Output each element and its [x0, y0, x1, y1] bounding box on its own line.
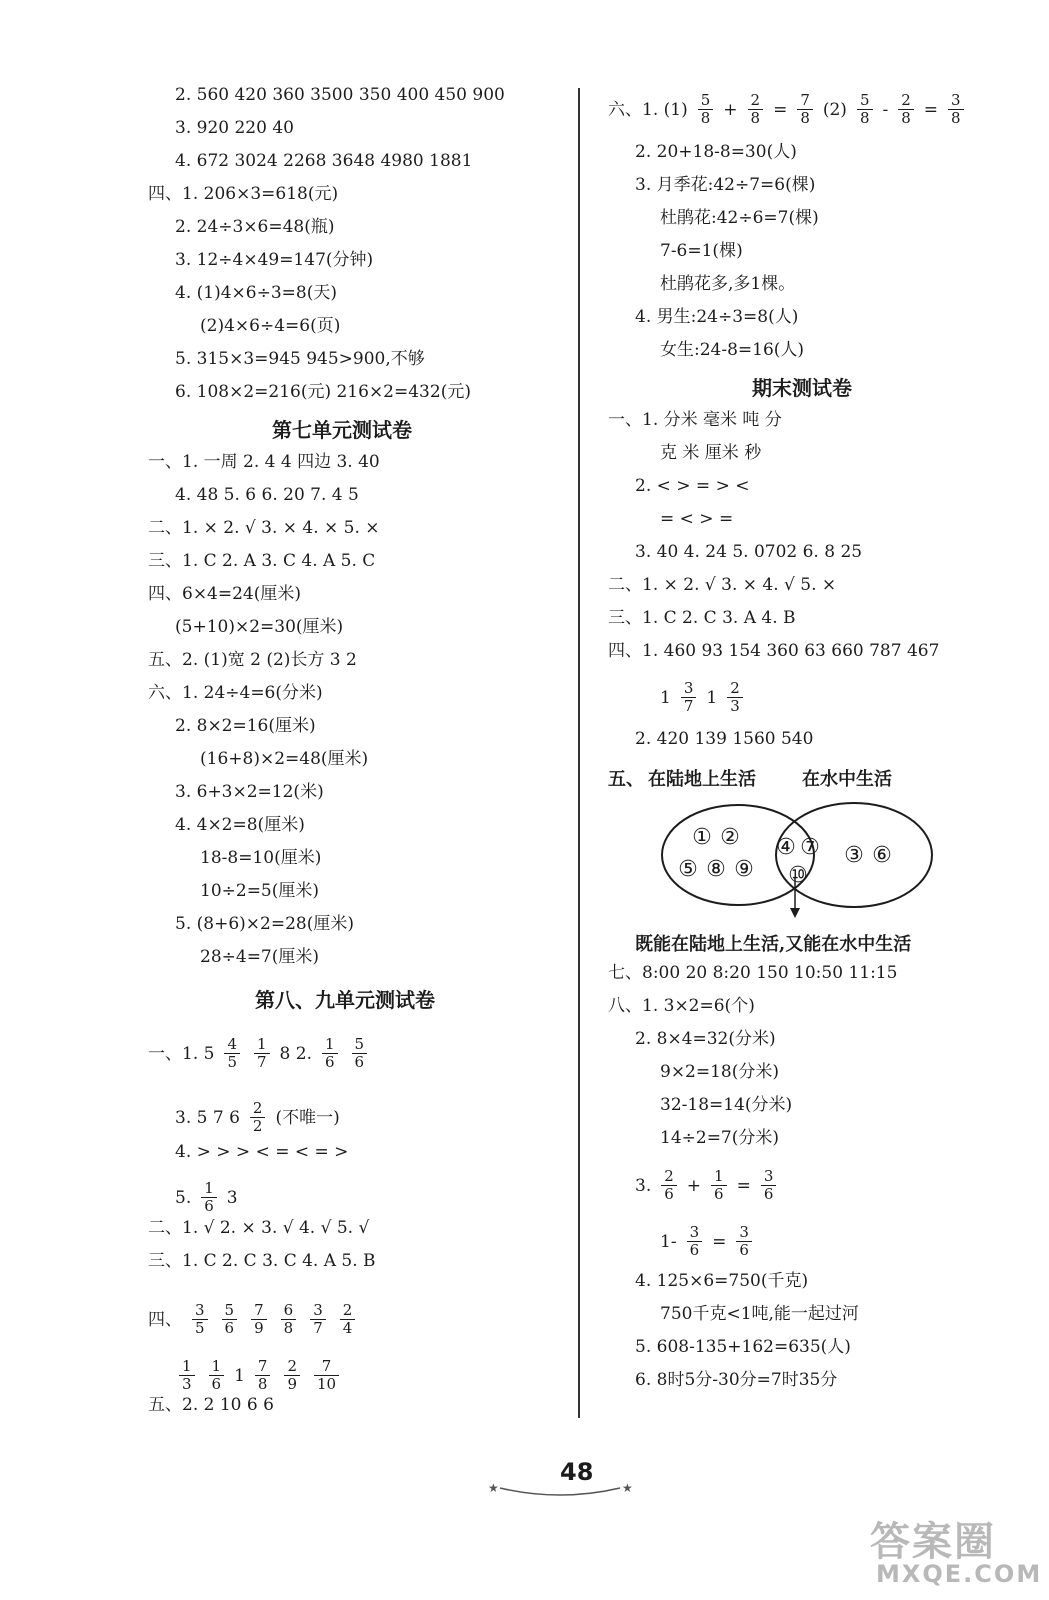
left-answer-line: 3. 6+3×2=12(米)	[175, 782, 324, 802]
text-segment: 一、1. 5	[148, 1043, 215, 1064]
left-answer-line: 6. 108×2=216(元) 216×2=432(元)	[175, 382, 471, 402]
fraction-numerator: 1	[714, 1167, 724, 1185]
left-answer-line: 三、1. C 2. C 3. C 4. A 5. B	[148, 1251, 376, 1271]
venn-prefix: 五、	[608, 769, 644, 790]
fraction	[340, 1302, 356, 1337]
fraction-denominator: 10	[314, 1375, 339, 1393]
right-answer-line: = < > =	[660, 509, 734, 529]
fraction-numerator: 1	[257, 1035, 267, 1053]
fraction	[736, 1224, 752, 1259]
left-answer-line: 二、1. × 2. √ 3. × 4. × 5. ×	[148, 518, 380, 538]
venn-land-items	[678, 825, 754, 882]
fraction	[281, 1302, 297, 1337]
venn-item: ⑤	[678, 857, 698, 882]
text-segment: =	[736, 1175, 751, 1196]
fraction	[209, 1358, 225, 1393]
left-answer-line: 3. 920 220 40	[175, 118, 294, 138]
left-answer-line: 一、1. 一周 2. 4 4 四边 3. 40	[148, 452, 380, 472]
svg-text:★: ★	[622, 1481, 633, 1495]
left-answer-line: 2. 560 420 360 3500 350 400 450 900	[175, 85, 505, 105]
fraction-denominator: 6	[322, 1053, 338, 1071]
fraction-numerator: 3	[683, 679, 694, 697]
fraction-denominator: 6	[352, 1053, 368, 1071]
fraction	[761, 1168, 777, 1203]
right-answer-line: 杜鹃花多,多1棵。	[660, 274, 796, 294]
left-answer-line: 28÷4=7(厘米)	[200, 947, 320, 967]
watermark-line2: MXQE.COM	[876, 1560, 1043, 1588]
fraction	[948, 92, 964, 127]
fraction-numerator: 3	[313, 1301, 323, 1319]
fraction-numerator: 5	[354, 1035, 365, 1053]
text-segment: (2)	[822, 99, 847, 120]
fraction	[314, 1358, 339, 1393]
text-segment: =	[923, 99, 939, 120]
text-segment: 1-	[660, 1231, 677, 1252]
right-answer-line: 二、1. × 2. √ 3. × 4. √ 5. ×	[608, 575, 837, 595]
venn-item: ⑥	[872, 843, 892, 868]
right-answer-line: 9×2=18(分米)	[660, 1062, 780, 1082]
fraction-numerator: 2	[287, 1357, 298, 1375]
fraction	[255, 1358, 271, 1393]
text-segment: =	[712, 1231, 727, 1252]
left-answer-line: 四、6×4=24(厘米)	[148, 584, 302, 604]
fraction-denominator: 7	[310, 1319, 326, 1337]
right-answer-line: 2. 420 139 1560 540	[635, 729, 814, 749]
right-answer-line: 750千克<1吨,能一起过河	[660, 1304, 859, 1324]
fraction-numerator: 3	[195, 1301, 205, 1319]
text-segment: 3. 5 7 6	[175, 1107, 240, 1128]
fraction-numerator: 3	[739, 1223, 749, 1241]
fraction-denominator: 8	[898, 109, 914, 127]
left-answer-line: 三、1. C 2. A 3. C 4. A 5. C	[148, 551, 376, 571]
venn-caption: 既能在陆地上生活,又能在水中生活	[635, 934, 912, 955]
right-answer-line: 克 米 厘米 秒	[660, 443, 762, 463]
text-segment: 1	[234, 1365, 245, 1386]
fraction-denominator: 9	[284, 1375, 300, 1393]
fraction-numerator: 2	[901, 91, 911, 109]
right-answer-line: 2. < > = > <	[635, 476, 750, 496]
fraction-denominator: 6	[201, 1197, 217, 1215]
text-segment: 3	[226, 1187, 238, 1208]
fraction-denominator: 8	[255, 1375, 271, 1393]
fraction-denominator: 6	[209, 1375, 225, 1393]
venn-arrow-head	[790, 908, 800, 918]
fraction	[698, 92, 714, 127]
fraction-denominator: 6	[661, 1185, 677, 1203]
fraction-numerator: 2	[342, 1301, 353, 1319]
right-answer-line: 杜鹃花:42÷6=7(棵)	[660, 208, 819, 228]
left-answer-line: (2)4×6÷4=6(页)	[200, 316, 341, 336]
left-fraction-line	[175, 1140, 354, 1163]
venn-label-water: 在水中生活	[802, 769, 892, 790]
fraction-denominator: 2	[250, 1117, 266, 1135]
footer-ornament	[480, 1478, 640, 1502]
fraction-denominator: 5	[224, 1053, 240, 1071]
watermark-line1: 答案圈	[870, 1519, 996, 1565]
fraction	[352, 1036, 368, 1071]
right-answer-line: 6. 8时5分-30分=7时35分	[635, 1370, 838, 1390]
fraction	[201, 1180, 217, 1215]
fraction	[222, 1302, 238, 1337]
fraction-denominator: 8	[281, 1319, 297, 1337]
text-segment: +	[686, 1175, 702, 1196]
fraction-numerator: 5	[700, 91, 711, 109]
right-answer-line: 3. 月季花:42÷7=6(棵)	[635, 175, 816, 195]
fraction	[681, 680, 697, 715]
fraction-denominator: 8	[857, 109, 873, 127]
left-fraction-line	[148, 1302, 365, 1337]
fraction-numerator: 1	[325, 1035, 335, 1053]
text-segment: =	[773, 99, 788, 120]
left-answer-line: 五、2. (1)宽 2 (2)长方 3 2	[148, 650, 357, 670]
right-answer-line: 14÷2=7(分米)	[660, 1128, 780, 1148]
venn-item: ⑧	[706, 857, 726, 882]
text-segment: 8 2.	[279, 1043, 312, 1064]
text-segment: +	[723, 99, 738, 120]
left-answer-line: 4. 48 5. 6 6. 20 7. 4 5	[175, 485, 359, 505]
fraction-numerator: 2	[252, 1099, 263, 1117]
fraction-denominator: 6	[687, 1241, 703, 1259]
fraction-numerator: 1	[211, 1357, 222, 1375]
left-fraction-line	[148, 1036, 377, 1071]
left-answer-line: 六、1. 24÷4=6(分米)	[148, 683, 323, 703]
venn-water-items	[844, 843, 892, 868]
right-answer-line: 2. 8×4=32(分米)	[635, 1029, 776, 1049]
right-fraction-line	[635, 1168, 786, 1203]
right-answer-line: 2. 20+18-8=30(人)	[635, 142, 797, 162]
fraction	[727, 680, 743, 715]
fraction-denominator: 6	[222, 1319, 238, 1337]
right-answer-line: 女生:24-8=16(人)	[660, 340, 805, 360]
venn-item: ⑩	[788, 863, 808, 888]
fraction-numerator: 4	[227, 1035, 237, 1053]
right-answer-line: 八、1. 3×2=6(个)	[608, 996, 755, 1016]
right-fraction-line	[608, 92, 974, 127]
left-fraction-line	[175, 1358, 349, 1393]
right-answer-line: 5. 608-135+162=635(人)	[635, 1337, 851, 1357]
venn-item: ①	[692, 825, 712, 850]
fraction-denominator: 6	[736, 1241, 752, 1259]
fraction-denominator: 8	[748, 109, 764, 127]
fraction	[857, 92, 873, 127]
fraction-numerator: 3	[763, 1167, 774, 1185]
right-answer-line: 四、1. 460 93 154 360 63 660 787 467	[608, 641, 940, 661]
right-answer-line: 七、8:00 20 8:20 150 10:50 11:15	[608, 963, 898, 983]
fraction-numerator: 1	[204, 1179, 214, 1197]
fraction-numerator: 5	[224, 1301, 235, 1319]
fraction-numerator: 5	[859, 91, 870, 109]
fraction-numerator: 3	[689, 1223, 700, 1241]
fraction-denominator: 6	[711, 1185, 727, 1203]
left-answer-line: (16+8)×2=48(厘米)	[200, 749, 369, 769]
left-answer-line: 2. 8×2=16(厘米)	[175, 716, 316, 736]
venn-item: ⑨	[734, 857, 754, 882]
left-answer-line: 18-8=10(厘米)	[200, 848, 322, 868]
text-segment: 1	[660, 687, 671, 708]
venn-item: ④	[776, 835, 796, 860]
venn-item: ⑦	[800, 835, 820, 860]
text-segment: 六、1. (1)	[608, 99, 688, 120]
venn-item: ③	[844, 843, 864, 868]
svg-text:★: ★	[488, 1481, 499, 1495]
fraction	[898, 92, 914, 127]
fraction	[687, 1224, 703, 1259]
venn-label-land: 在陆地上生活	[648, 769, 756, 790]
venn-diagram	[658, 800, 938, 930]
left-fraction-line	[175, 1180, 244, 1215]
fraction	[748, 92, 764, 127]
right-answer-line: 4. 125×6=750(千克)	[635, 1271, 809, 1291]
left-answer-line: (5+10)×2=30(厘米)	[175, 617, 344, 637]
fraction-numerator: 7	[800, 91, 810, 109]
watermark-logo	[870, 1510, 1043, 1590]
left-answer-line: 10÷2=5(厘米)	[200, 881, 320, 901]
venn-item: ②	[720, 825, 740, 850]
right-answer-line: 4. 男生:24÷3=8(人)	[635, 307, 799, 327]
left-answer-line: 5. (8+6)×2=28(厘米)	[175, 914, 354, 934]
left-answer-line: 4. 672 3024 2268 3648 4980 1881	[175, 151, 473, 171]
right-fraction-line	[660, 680, 753, 715]
right-answer-line: 三、1. C 2. C 3. A 4. B	[608, 608, 796, 628]
right-answer-line: 32-18=14(分米)	[660, 1095, 793, 1115]
fraction-denominator: 6	[761, 1185, 777, 1203]
fraction-numerator: 7	[321, 1357, 332, 1375]
left-answer-line: 4. (1)4×6÷3=8(天)	[175, 283, 337, 303]
fraction-numerator: 6	[283, 1301, 294, 1319]
text-segment: 5.	[175, 1187, 192, 1208]
fraction-denominator: 9	[251, 1319, 267, 1337]
right-fraction-line	[660, 1224, 762, 1259]
fraction-numerator: 2	[730, 679, 740, 697]
text-segment: 四、	[148, 1309, 182, 1330]
fraction-denominator: 8	[698, 109, 714, 127]
text-segment: (不唯一)	[275, 1107, 340, 1128]
fraction-numerator: 1	[182, 1357, 192, 1375]
text-segment: 3.	[635, 1175, 652, 1196]
fraction-denominator: 3	[179, 1375, 195, 1393]
fraction-denominator: 8	[948, 109, 964, 127]
fraction	[711, 1168, 727, 1203]
fraction	[179, 1358, 195, 1393]
left-fraction-line	[175, 1100, 346, 1135]
column-divider	[578, 88, 580, 1418]
fraction	[322, 1036, 338, 1071]
fraction	[250, 1100, 266, 1135]
fraction	[310, 1302, 326, 1337]
fraction	[284, 1358, 300, 1393]
fraction-denominator: 5	[192, 1319, 208, 1337]
unit7-title: 第七单元测试卷	[272, 418, 412, 442]
fraction-denominator: 3	[727, 697, 743, 715]
fraction	[661, 1168, 677, 1203]
left-answer-line: 四、1. 206×3=618(元)	[148, 184, 339, 204]
fraction	[254, 1036, 270, 1071]
text-segment: 1	[706, 687, 718, 708]
left-answer-line: 3. 12÷4×49=147(分钟)	[175, 250, 374, 270]
fraction-denominator: 4	[340, 1319, 356, 1337]
fraction-numerator: 7	[257, 1357, 268, 1375]
fraction-denominator: 7	[254, 1053, 270, 1071]
right-answer-line: 3. 40 4. 24 5. 0702 6. 8 25	[635, 542, 863, 562]
fraction-numerator: 2	[664, 1167, 674, 1185]
unit89-title: 第八、九单元测试卷	[255, 988, 435, 1012]
fraction-numerator: 7	[254, 1301, 264, 1319]
final-exam-title: 期末测试卷	[752, 376, 852, 400]
right-answer-line: 一、1. 分米 毫米 吨 分	[608, 410, 782, 430]
left-answer-line: 二、1. √ 2. × 3. √ 4. √ 5. √	[148, 1218, 370, 1238]
right-answer-line: 7-6=1(棵)	[660, 241, 743, 261]
fraction	[192, 1302, 208, 1337]
page-number: 48	[560, 1458, 594, 1486]
text-segment: 4. > > > < = < = >	[175, 1141, 349, 1162]
left-answer-line: 5. 315×3=945 945>900,不够	[175, 349, 425, 369]
fraction-denominator: 7	[681, 697, 697, 715]
fraction-numerator: 2	[750, 91, 761, 109]
left-answer-line: 五、2. 2 10 6 6	[148, 1395, 274, 1415]
fraction	[224, 1036, 240, 1071]
fraction	[797, 92, 813, 127]
fraction-denominator: 8	[797, 109, 813, 127]
fraction	[251, 1302, 267, 1337]
left-answer-line: 4. 4×2=8(厘米)	[175, 815, 305, 835]
left-answer-line: 2. 24÷3×6=48(瓶)	[175, 217, 335, 237]
fraction-numerator: 3	[951, 91, 961, 109]
text-segment: -	[882, 99, 889, 120]
